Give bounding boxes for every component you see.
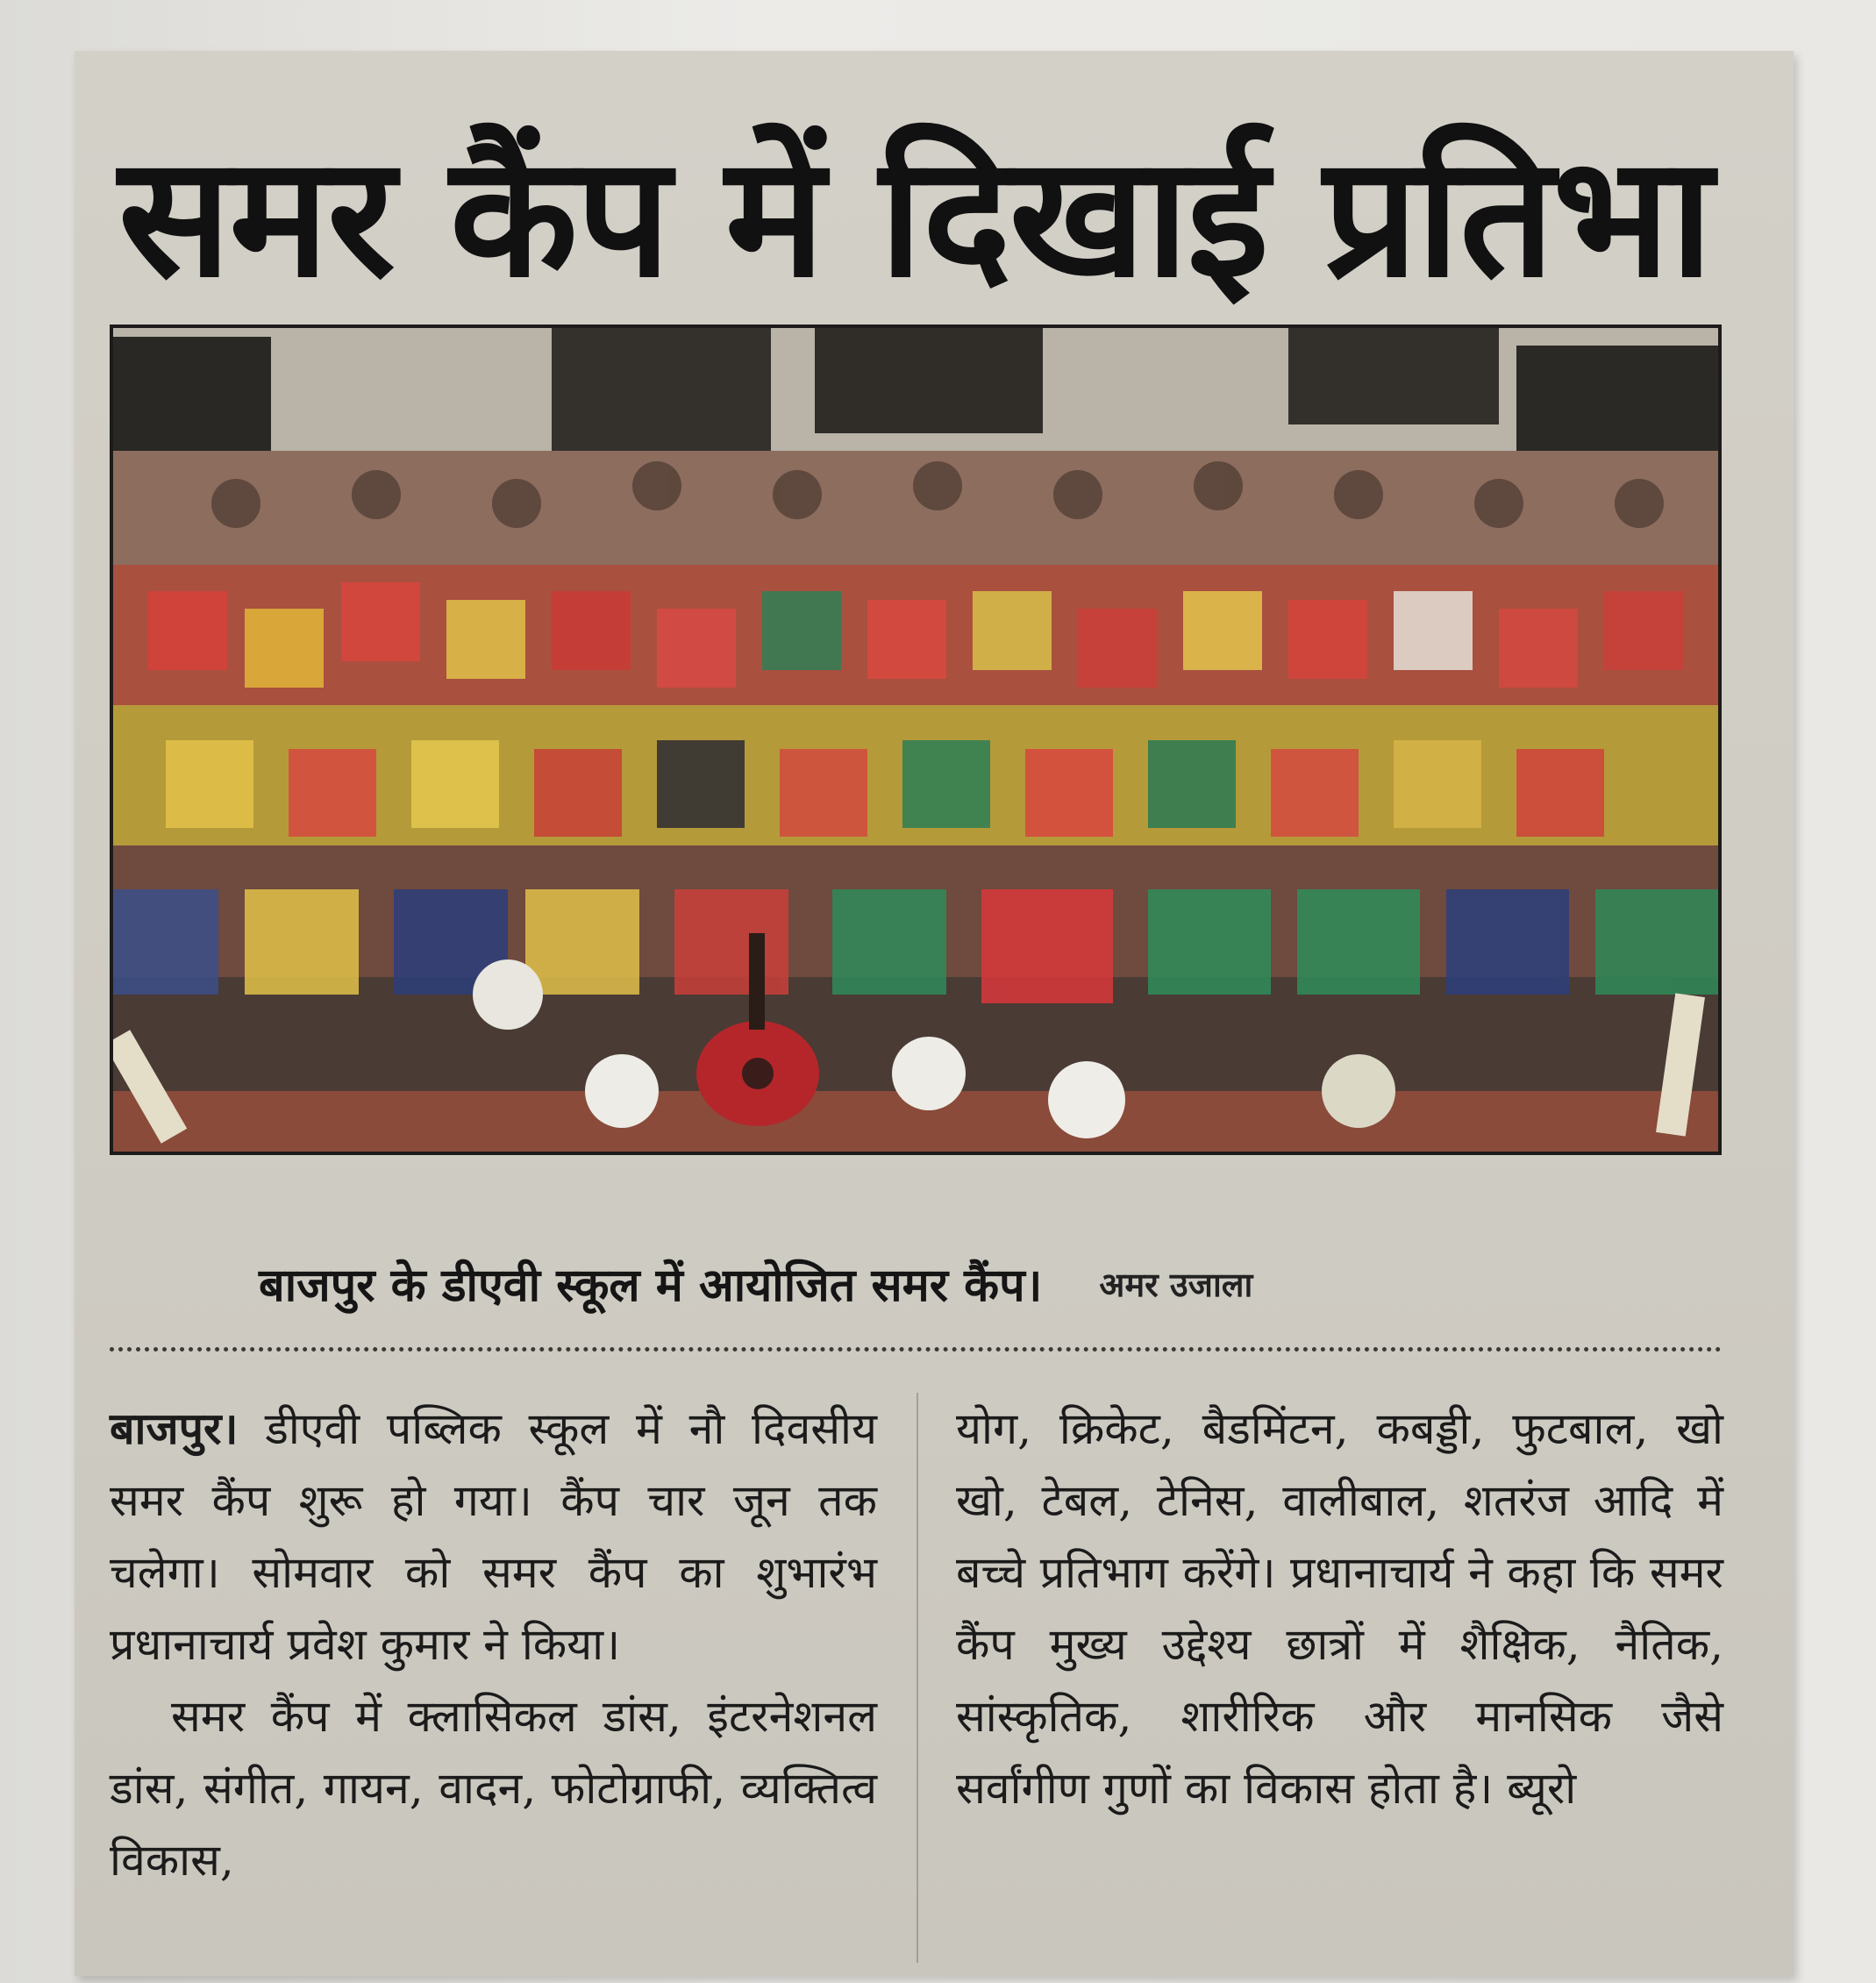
article-paragraph-2: समर कैंप में क्लासिकल डांस, इंटरनेशनल डांस, संगीत, गायन, वादन, फोटोग्राफी, व्यक्तित्व विकास, [110,1691,877,1886]
article-column-right [956,1393,1723,1824]
article-column-left [110,1393,877,1896]
photo-caption-row [259,1252,1706,1331]
group-photo [110,325,1722,1155]
photo-caption: बाजपुर के डीएवी स्कूल में आयोजित समर कैंप। [259,1259,1043,1312]
paragraph-1-text: डीएवी पब्लिक स्कूल में नौ दिवसीय समर कैंप शुरू हो गया। कैंप चार जून तक चलेगा। सोमवार को समर कैंप का शुभारंभ प्रधानाचार्य प्रवेश कुमार ने किया। [110,1403,877,1670]
article-paragraph-1 [110,1393,877,1680]
newspaper-clipping [75,51,1794,1976]
photo-credit: अमर उजाला [1099,1265,1253,1304]
article-paragraph-3: योग, क्रिकेट, बैडमिंटन, कबड्डी, फुटबाल, खो खो, टेबल, टेनिस, वालीबाल, शतरंज आदि में बच्चे प्रतिभाग करेंगे। प्रधानाचार्य ने कहा कि समर कैंप मुख्य उद्देश्य छात्रों में शैक्षिक, नैतिक, सांस्कृतिक, शारीरिक और मानसिक जैसे सर्वांगीण गुणों का विकास होता है। ब्यूरो [956,1403,1723,1814]
column-gutter [917,1393,918,1963]
dotted-divider [110,1347,1722,1352]
dateline: बाजपुर। [110,1402,239,1454]
group-photo-illustration [113,328,1718,1152]
headline: समर कैंप में दिखाई प्रतिभा [118,120,1712,314]
